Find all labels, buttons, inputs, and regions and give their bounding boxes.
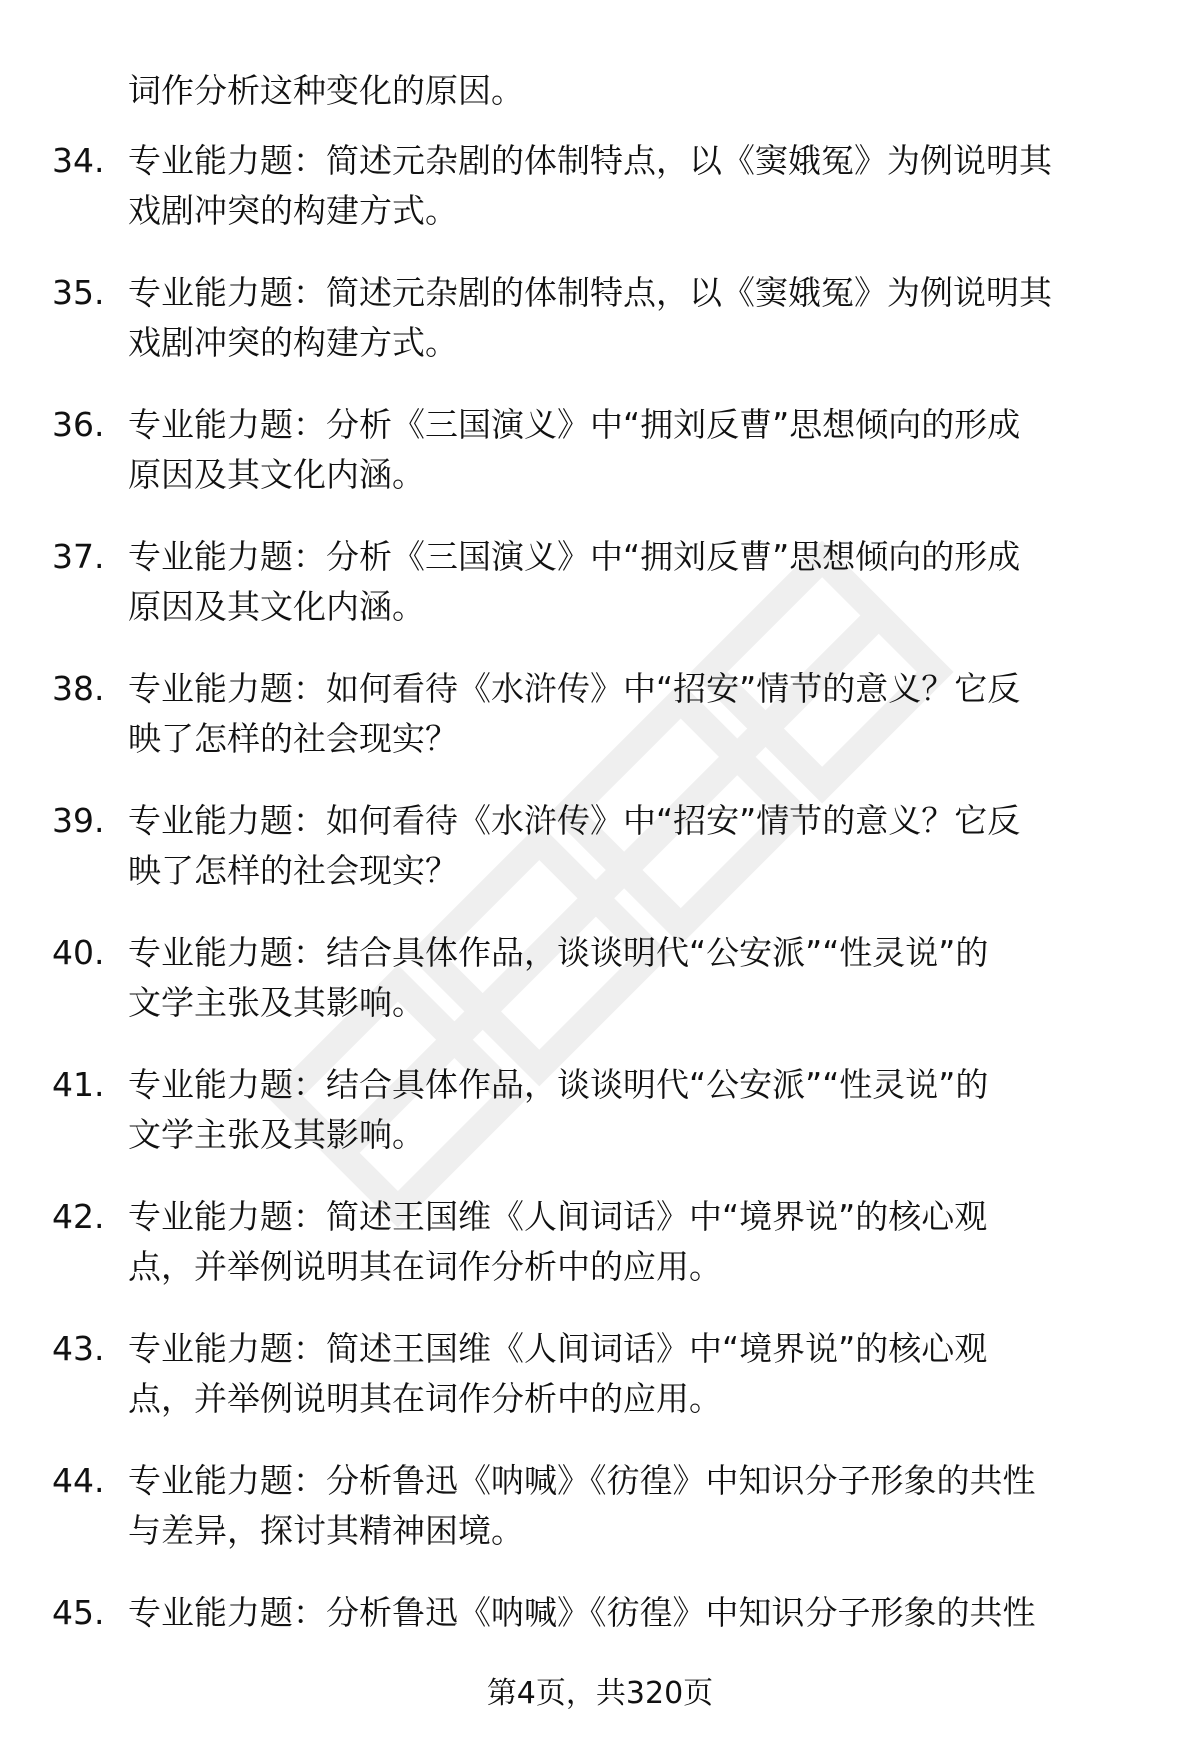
question-line: 点，并举例说明其在词作分析中的应用。 (128, 1379, 722, 1418)
question-line: 专业能力题：分析《三国演义》中“拥刘反曹”思想倾向的形成 (128, 537, 1021, 576)
question-item (0, 1060, 1200, 1192)
question-line: 映了怎样的社会现实？ (128, 719, 458, 758)
question-number: 44. (52, 1461, 105, 1500)
question-line: 原因及其文化内涵。 (128, 587, 425, 626)
question-text (128, 1192, 1138, 1292)
question-text (128, 928, 1138, 1028)
question-line: 文学主张及其影响。 (128, 983, 425, 1022)
question-line: 专业能力题：简述元杂剧的体制特点，以《窦娥冤》为例说明其 (128, 273, 1052, 312)
question-text (128, 136, 1138, 236)
question-text (128, 400, 1138, 500)
question-line: 专业能力题：如何看待《水浒传》中“招安”情节的意义？它反 (128, 801, 1021, 840)
question-item (0, 928, 1200, 1060)
question-text (128, 1324, 1138, 1424)
question-line: 专业能力题：简述元杂剧的体制特点，以《窦娥冤》为例说明其 (128, 141, 1052, 180)
question-line: 专业能力题：简述王国维《人间词话》中“境界说”的核心观 (128, 1329, 988, 1368)
question-line: 戏剧冲突的构建方式。 (128, 191, 458, 230)
question-item (0, 268, 1200, 400)
question-number: 36. (52, 405, 105, 444)
question-line: 映了怎样的社会现实？ (128, 851, 458, 890)
question-line: 戏剧冲突的构建方式。 (128, 323, 458, 362)
question-item (0, 664, 1200, 796)
question-line: 专业能力题：如何看待《水浒传》中“招安”情节的意义？它反 (128, 669, 1021, 708)
question-line: 文学主张及其影响。 (128, 1115, 425, 1154)
question-number: 41. (52, 1065, 105, 1104)
question-number: 42. (52, 1197, 105, 1236)
question-number: 39. (52, 801, 105, 840)
question-line: 原因及其文化内涵。 (128, 455, 425, 494)
question-item (0, 1324, 1200, 1456)
question-line: 专业能力题：结合具体作品，谈谈明代“公安派”“性灵说”的 (128, 1065, 989, 1104)
question-line: 专业能力题：分析鲁迅《呐喊》《彷徨》中知识分子形象的共性 (128, 1461, 1036, 1500)
question-line: 专业能力题：分析鲁迅《呐喊》《彷徨》中知识分子形象的共性 (128, 1593, 1036, 1632)
continuation-line: 词作分析这种变化的原因。 (128, 71, 524, 110)
question-text (128, 796, 1138, 896)
question-item (0, 1192, 1200, 1324)
question-text (128, 664, 1138, 764)
question-item (0, 796, 1200, 928)
question-line: 与差异，探讨其精神困境。 (128, 1511, 524, 1550)
question-number: 38. (52, 669, 105, 708)
question-number: 35. (52, 273, 105, 312)
question-list (0, 136, 1200, 1720)
question-number: 45. (52, 1593, 105, 1632)
question-item (0, 532, 1200, 664)
question-text (128, 1588, 1138, 1638)
question-line: 专业能力题：分析《三国演义》中“拥刘反曹”思想倾向的形成 (128, 405, 1021, 444)
question-number: 40. (52, 933, 105, 972)
question-item (0, 400, 1200, 532)
question-line: 专业能力题：结合具体作品，谈谈明代“公安派”“性灵说”的 (128, 933, 989, 972)
question-item (0, 136, 1200, 268)
question-number: 43. (52, 1329, 105, 1368)
question-text (128, 1060, 1138, 1160)
question-text (128, 532, 1138, 632)
question-number: 34. (52, 141, 105, 180)
question-text (128, 268, 1138, 368)
question-item (0, 1456, 1200, 1588)
question-text (128, 1456, 1138, 1556)
page-footer: 第4页，共320页 (486, 1676, 714, 1711)
question-number: 37. (52, 537, 105, 576)
question-line: 点，并举例说明其在词作分析中的应用。 (128, 1247, 722, 1286)
question-line: 专业能力题：简述王国维《人间词话》中“境界说”的核心观 (128, 1197, 988, 1236)
